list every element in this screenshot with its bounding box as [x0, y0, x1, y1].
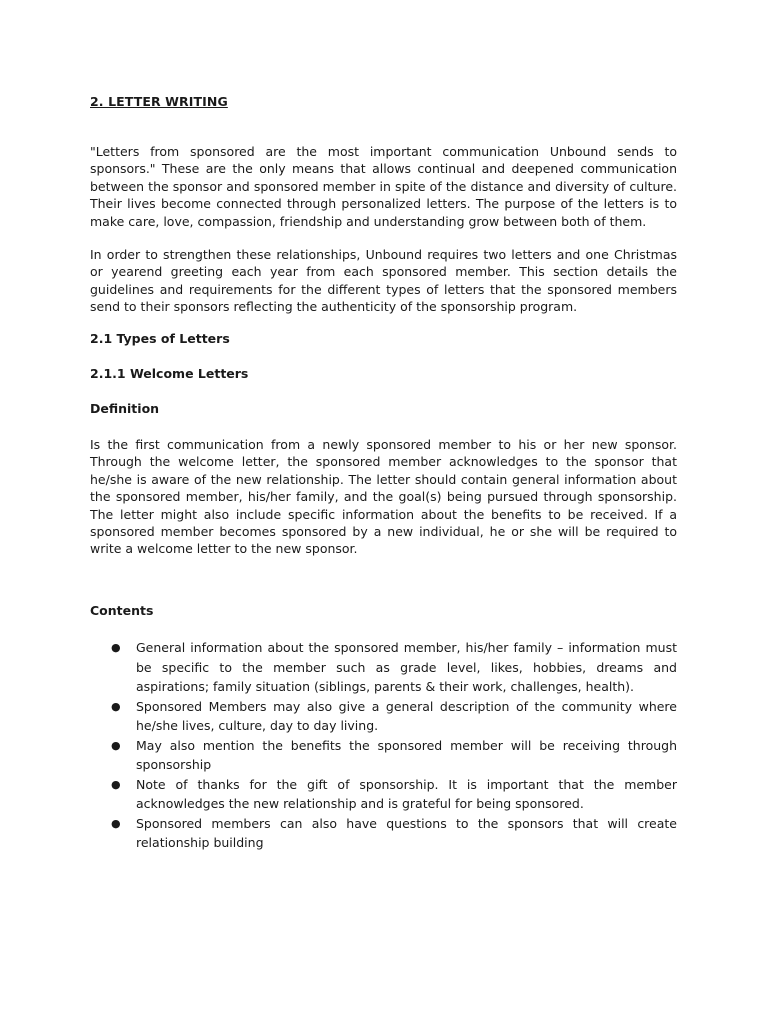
list-item-text: May also mention the benefits the sponsored member will be receiving through sponsorship [136, 737, 677, 772]
heading-contents: Contents [90, 603, 154, 618]
section-title: 2. LETTER WRITING [90, 94, 228, 109]
bullet-icon: ● [111, 816, 121, 830]
bullet-icon: ● [111, 738, 121, 752]
heading-types-of-letters: 2.1 Types of Letters [90, 331, 230, 346]
list-item [90, 638, 677, 697]
intro-paragraph-1: "Letters from sponsored are the most important communication Unbound sends to sponsors." These are the only means that allows continual and deepened communication between the sponsor and sponsored member in spite of the distance and diversity of culture. Their lives become connected through personalized letters. The purpose of the letters is to make care, love, compassion, friendship and understanding grow between both of them. [90, 144, 677, 229]
bullet-icon: ● [111, 699, 121, 713]
definition-paragraph: Is the first communication from a newly sponsored member to his or her new sponsor. Through the welcome letter, the sponsored member acknowledges to the sponsor that he/she is aware of the new relationship. The letter should contain general information about the sponsored member, his/her family, and the goal(s) being pursued through sponsorship. The letter might also include specific information about the benefits to be received. If a sponsored member becomes sponsored by a new individual, he or she will be required to write a welcome letter to the new sponsor. [90, 437, 677, 557]
heading-definition: Definition [90, 401, 160, 416]
list-item-text: General information about the sponsored member, his/her family – information must be specific to the member such as grade level, likes, hobbies, dreams and aspirations; family situation (siblings, parents & their work, challenges, health). [136, 640, 677, 694]
list-item-text: Sponsored Members may also give a general description of the community where he/she lives, culture, day to day living. [136, 698, 677, 733]
list-item [90, 697, 677, 736]
list-item-text: Sponsored members can also have questions to the sponsors that will create relationship building [136, 815, 677, 850]
list-item [90, 775, 677, 814]
bullet-icon: ● [111, 777, 121, 791]
list-item [90, 814, 677, 853]
heading-welcome-letters: 2.1.1 Welcome Letters [90, 366, 249, 381]
list-item [90, 736, 677, 775]
bullet-icon: ● [111, 641, 121, 654]
contents-list [90, 638, 677, 853]
intro-paragraph-2: In order to strengthen these relationships, Unbound requires two letters and one Christmas or yearend greeting each year from each sponsored member. This section details the guidelines and requirements for the different types of letters that the sponsored members send to their sponsors reflecting the authenticity of the sponsorship program. [90, 247, 677, 315]
list-item-text: Note of thanks for the gift of sponsorship. It is important that the member acknowledges the new relationship and is grateful for being sponsored. [136, 776, 677, 811]
